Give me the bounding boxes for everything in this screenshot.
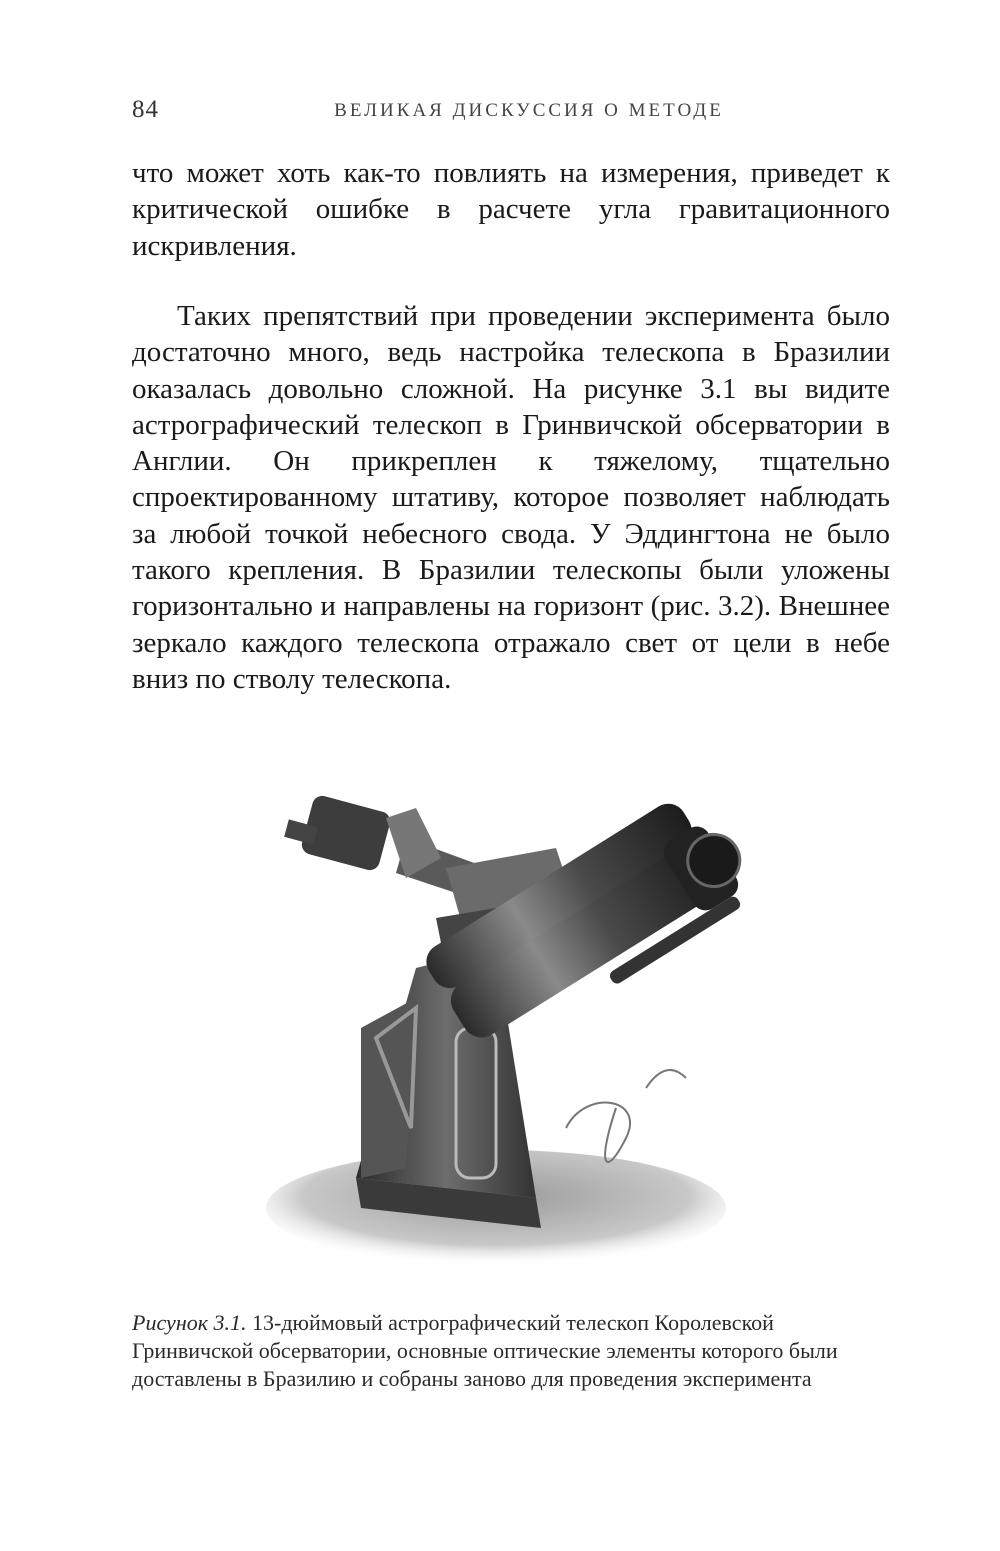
figure-label: Рисунок 3.1.	[132, 1310, 247, 1335]
book-title: ВЕЛИКАЯ ДИСКУССИЯ О МЕТОДЕ	[334, 100, 724, 121]
figure-caption-text: 13-дюймовый астрографический телескоп Королевской Гринвичской обсерватории, основные оптические элементы которого были доставлены в Бразилию и собраны заново для проведения эксперимента	[132, 1310, 838, 1391]
paragraph-2: Таких препятствий при проведении эксперимента было достаточно много, ведь настройка телескопа в Бразилии оказалась довольно сложной. На рисунке 3.1 вы видите астрографический телескоп в Гринвичской обсерватории в Англии. Он прикреплен к тяжелому, тщательно спроектированному штативу, которое позволяет наблюдать за любой точкой небесного свода. У Эддингтона не было такого крепления. В Бразилии телескопы были уложены горизонтально и направлены на горизонт (рис. 3.2). Внешнее зеркало каждого телескопа отражало свет от цели в небе вниз по стволу телескопа.	[132, 300, 890, 695]
figure-caption	[132, 1309, 890, 1393]
telescope-illustration	[266, 708, 750, 1302]
paragraph-1: что может хоть как-то повлиять на измерения, приведет к критической ошибке в расчете угла гравитационного искривления.	[132, 157, 890, 262]
running-head	[132, 96, 890, 130]
page-number: 84	[132, 96, 159, 123]
